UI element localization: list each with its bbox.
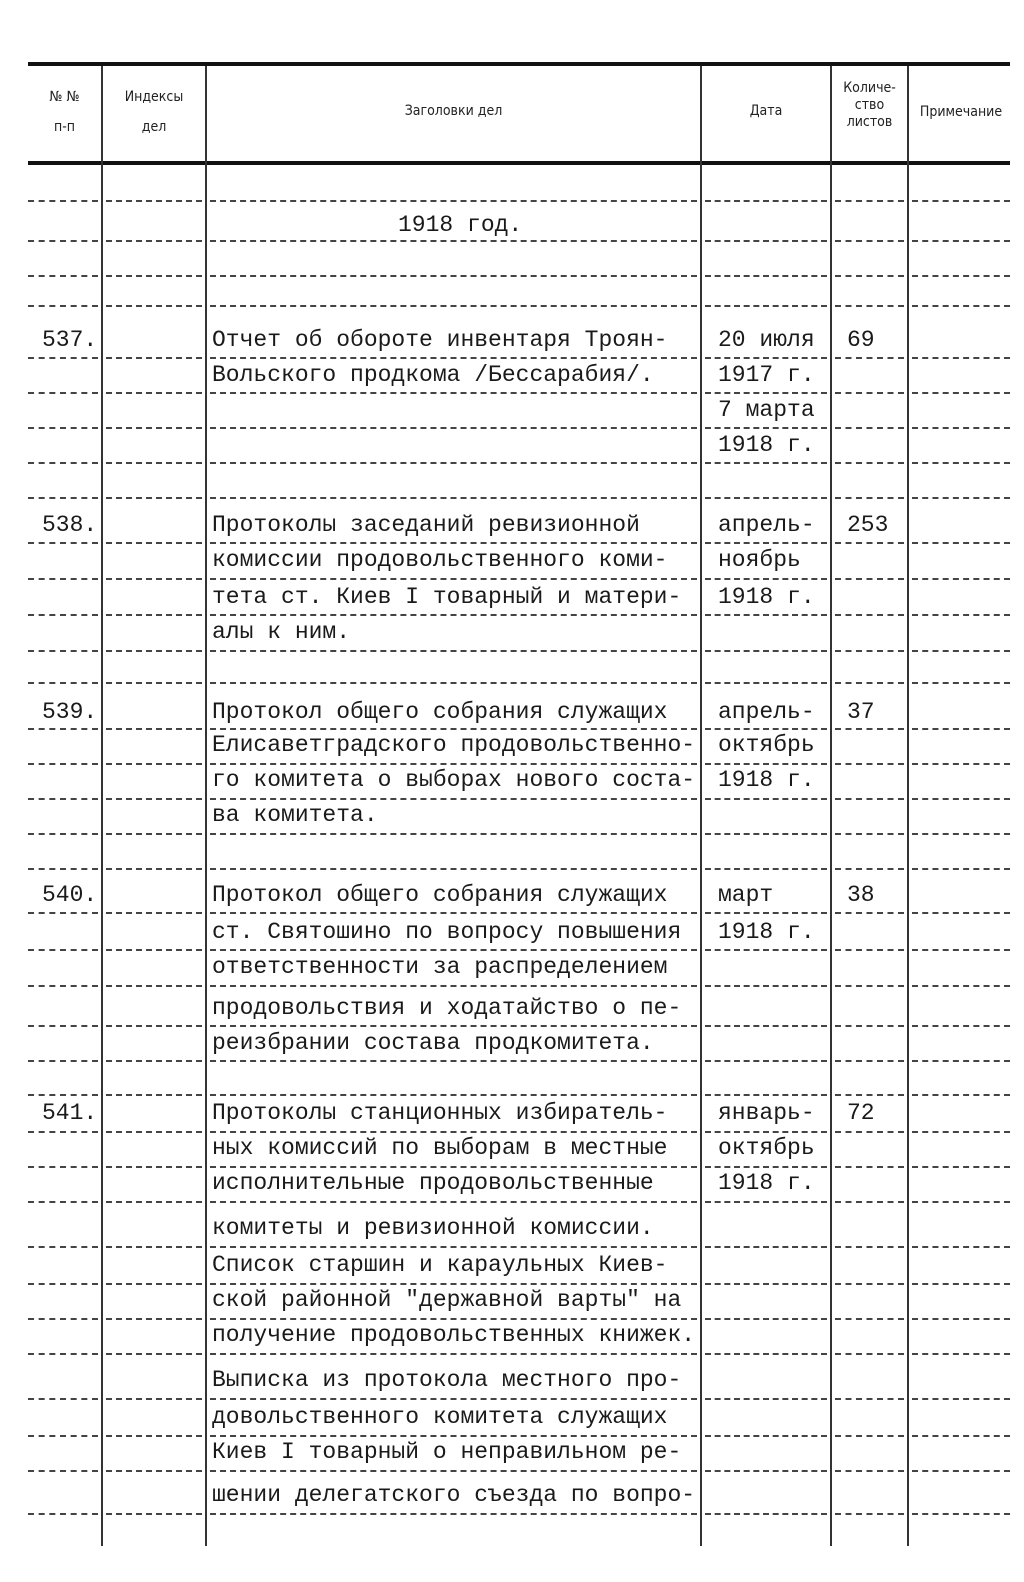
ruled-line: [705, 868, 827, 870]
entry-number: 540.: [42, 882, 98, 908]
ruled-line: [835, 949, 904, 951]
ruled-line: [106, 1025, 202, 1027]
ruled-line: [106, 1283, 202, 1285]
ruled-line: [210, 542, 697, 544]
ruled-line: [912, 868, 1010, 870]
ruled-line: [28, 1513, 98, 1515]
ruled-line: [705, 985, 827, 987]
ruled-line: [28, 240, 98, 242]
header-number-line: № №: [49, 89, 80, 105]
header-bottom-rule: [28, 161, 1010, 165]
entry-date-line: 1918 г.: [718, 1170, 815, 1196]
ruled-line: [106, 1398, 202, 1400]
entry-date-line: октябрь: [718, 1135, 815, 1161]
entry-date-line: 7 марта: [718, 397, 815, 423]
ruled-line: [28, 912, 98, 914]
ruled-line: [28, 497, 98, 499]
ruled-line: [210, 833, 697, 835]
ruled-line: [28, 949, 98, 951]
header-note: Примечание: [919, 104, 1003, 120]
ruled-line: [705, 1094, 827, 1096]
entry-date-line: ноябрь: [718, 547, 801, 573]
ruled-line: [835, 868, 904, 870]
ruled-line: [28, 1201, 98, 1203]
ruled-line: [210, 275, 697, 277]
ruled-line: [28, 200, 98, 202]
ruled-line: [210, 868, 697, 870]
entry-number: 541.: [42, 1100, 98, 1126]
entry-title-line: ответственности за распределением: [212, 954, 668, 980]
ruled-line: [705, 542, 827, 544]
ruled-line: [705, 497, 827, 499]
entry-date-line: апрель-: [718, 512, 815, 538]
entry-title-line: комитеты и ревизионной комиссии.: [212, 1215, 654, 1241]
entry-sheets: 38: [847, 882, 875, 908]
header-date: Дата: [749, 103, 783, 119]
ruled-line: [835, 1094, 904, 1096]
ruled-line: [835, 305, 904, 307]
entry-title-line: комиссии продовольственного коми-: [212, 547, 668, 573]
entry-title-line: шении делегатского съезда по вопро-: [212, 1482, 696, 1508]
ruled-line: [28, 1353, 98, 1355]
ruled-line: [210, 728, 697, 730]
ruled-line: [28, 614, 98, 616]
ruled-line: [835, 912, 904, 914]
entry-date-line: 1918 г.: [718, 767, 815, 793]
entry-number: 538.: [42, 512, 98, 538]
ruled-line: [705, 682, 827, 684]
ruled-line: [28, 728, 98, 730]
ruled-line: [106, 1166, 202, 1168]
ruled-line: [912, 985, 1010, 987]
ruled-line: [28, 763, 98, 765]
ruled-line: [912, 1318, 1010, 1320]
entry-title-line: Протокол общего собрания служащих: [212, 882, 668, 908]
ruled-line: [106, 912, 202, 914]
ruled-line: [106, 798, 202, 800]
ruled-line: [705, 1513, 827, 1515]
ruled-line: [912, 682, 1010, 684]
ruled-line: [106, 985, 202, 987]
ruled-line: [28, 650, 98, 652]
ruled-line: [28, 1246, 98, 1248]
ruled-line: [705, 1166, 827, 1168]
ruled-line: [912, 240, 1010, 242]
ruled-line: [912, 798, 1010, 800]
entry-title-line: Протоколы заседаний ревизионной: [212, 512, 640, 538]
ruled-line: [912, 200, 1010, 202]
ruled-line: [835, 1131, 904, 1133]
entry-title-line: Елисаветградского продовольственно-: [212, 732, 696, 758]
ruled-line: [835, 1398, 904, 1400]
ruled-line: [912, 542, 1010, 544]
entry-number: 537.: [42, 327, 98, 353]
entry-title-line: алы к ним.: [212, 619, 351, 645]
ruled-line: [705, 240, 827, 242]
header-sheets-line: ство: [854, 97, 885, 113]
ruled-line: [210, 497, 697, 499]
ruled-line: [835, 1166, 904, 1168]
ruled-line: [705, 650, 827, 652]
ruled-line: [835, 1435, 904, 1437]
entry-title-line: ных комиссий по выборам в местные: [212, 1135, 668, 1161]
ruled-line: [106, 427, 202, 429]
ruled-line: [106, 949, 202, 951]
ruled-line: [705, 427, 827, 429]
ruled-line: [106, 305, 202, 307]
entry-title-line: Киев I товарный о неправильном ре-: [212, 1439, 682, 1465]
ruled-line: [705, 392, 827, 394]
header-number-line: п-п: [53, 119, 76, 135]
ruled-line: [210, 1513, 697, 1515]
column-divider: [205, 66, 207, 1546]
ruled-line: [210, 240, 697, 242]
ruled-line: [912, 614, 1010, 616]
ruled-line: [912, 1246, 1010, 1248]
ruled-line: [705, 578, 827, 580]
entry-sheets: 69: [847, 327, 875, 353]
header-sheets-line: листов: [846, 114, 893, 130]
entry-title-line: ской районной "державной варты" на: [212, 1287, 682, 1313]
ruled-line: [912, 427, 1010, 429]
entry-date-line: 1917 г.: [718, 362, 815, 388]
ruled-line: [912, 462, 1010, 464]
entry-sheets: 37: [847, 699, 875, 725]
entry-date-line: 1918 г.: [718, 584, 815, 610]
ruled-line: [210, 682, 697, 684]
ruled-line: [106, 1246, 202, 1248]
entry-date-line: октябрь: [718, 732, 815, 758]
ruled-line: [106, 1201, 202, 1203]
ruled-line: [912, 949, 1010, 951]
ruled-line: [106, 1318, 202, 1320]
ruled-line: [28, 682, 98, 684]
ruled-line: [705, 1131, 827, 1133]
ruled-line: [106, 240, 202, 242]
ruled-line: [835, 763, 904, 765]
ruled-line: [835, 833, 904, 835]
ruled-line: [28, 868, 98, 870]
ruled-line: [912, 1470, 1010, 1472]
entry-title-line: тета ст. Киев I товарный и матери-: [212, 584, 682, 610]
ruled-line: [705, 614, 827, 616]
ruled-line: [705, 1398, 827, 1400]
ruled-line: [28, 275, 98, 277]
ruled-line: [912, 1166, 1010, 1168]
ruled-line: [705, 1353, 827, 1355]
ruled-line: [210, 427, 697, 429]
ruled-line: [912, 1025, 1010, 1027]
ruled-line: [835, 1283, 904, 1285]
ruled-line: [835, 1025, 904, 1027]
entry-title-line: Выписка из протокола местного про-: [212, 1367, 682, 1393]
ruled-line: [106, 1435, 202, 1437]
entry-title-line: Протоколы станционных избиратель-: [212, 1100, 668, 1126]
ruled-line: [210, 985, 697, 987]
ruled-line: [106, 1353, 202, 1355]
ruled-line: [835, 392, 904, 394]
ruled-line: [705, 1025, 827, 1027]
header-sheets-line: Количе-: [843, 80, 896, 96]
ruled-line: [835, 798, 904, 800]
ruled-line: [210, 1246, 697, 1248]
ruled-line: [210, 949, 697, 951]
ruled-line: [912, 578, 1010, 580]
ruled-line: [210, 462, 697, 464]
ruled-line: [28, 357, 98, 359]
ruled-line: [835, 1201, 904, 1203]
ruled-line: [835, 497, 904, 499]
ruled-line: [28, 462, 98, 464]
ruled-line: [210, 1060, 697, 1062]
ruled-line: [835, 357, 904, 359]
ruled-line: [28, 1318, 98, 1320]
ruled-line: [210, 1470, 697, 1472]
ruled-line: [705, 728, 827, 730]
ruled-line: [106, 833, 202, 835]
entry-title-line: довольственного комитета служащих: [212, 1404, 668, 1430]
ruled-line: [210, 614, 697, 616]
ruled-line: [705, 763, 827, 765]
ruled-line: [106, 1060, 202, 1062]
top-rule: [28, 62, 1010, 66]
ruled-line: [835, 728, 904, 730]
ruled-line: [210, 1131, 697, 1133]
ruled-line: [28, 1131, 98, 1133]
ruled-line: [835, 985, 904, 987]
ruled-line: [106, 650, 202, 652]
ruled-line: [912, 497, 1010, 499]
ruled-line: [210, 1283, 697, 1285]
ruled-line: [106, 462, 202, 464]
ruled-line: [912, 763, 1010, 765]
ruled-line: [835, 650, 904, 652]
ruled-line: [28, 1283, 98, 1285]
header-sheets: [832, 80, 907, 131]
ruled-line: [106, 542, 202, 544]
ruled-line: [705, 305, 827, 307]
entry-title-line: Список старшин и караульных Киев-: [212, 1252, 668, 1278]
ruled-line: [210, 912, 697, 914]
entry-title-line: Отчет об обороте инвентаря Троян-: [212, 327, 668, 353]
ruled-line: [28, 427, 98, 429]
ruled-line: [705, 462, 827, 464]
ruled-line: [912, 305, 1010, 307]
ruled-line: [705, 1060, 827, 1062]
ruled-line: [705, 275, 827, 277]
ruled-line: [912, 275, 1010, 277]
ruled-line: [210, 1435, 697, 1437]
ruled-line: [210, 763, 697, 765]
entry-number: 539.: [42, 699, 98, 725]
header-index-line: Индексы: [124, 89, 184, 105]
entry-title-line: Протокол общего собрания служащих: [212, 699, 668, 725]
ruled-line: [835, 240, 904, 242]
ruled-line: [705, 1435, 827, 1437]
ruled-line: [912, 650, 1010, 652]
ruled-line: [106, 728, 202, 730]
ruled-line: [912, 392, 1010, 394]
ruled-line: [106, 1470, 202, 1472]
ruled-line: [835, 1513, 904, 1515]
ruled-line: [210, 1318, 697, 1320]
ruled-line: [28, 798, 98, 800]
ruled-line: [835, 682, 904, 684]
ruled-line: [210, 1094, 697, 1096]
ruled-line: [28, 578, 98, 580]
ruled-line: [210, 1201, 697, 1203]
year-heading: 1918 год.: [398, 212, 523, 238]
ruled-line: [28, 542, 98, 544]
ruled-line: [106, 868, 202, 870]
entry-title-line: Вольского продкома /Бессарабия/.: [212, 362, 654, 388]
entry-title-line: продовольствия и ходатайство о пе-: [212, 995, 682, 1021]
ruled-line: [106, 763, 202, 765]
ruled-line: [835, 1246, 904, 1248]
ruled-line: [835, 542, 904, 544]
ruled-line: [705, 200, 827, 202]
entry-date-line: 20 июля: [718, 327, 815, 353]
ruled-line: [28, 1166, 98, 1168]
ruled-line: [705, 1201, 827, 1203]
ruled-line: [106, 275, 202, 277]
ruled-line: [28, 1470, 98, 1472]
ruled-line: [835, 462, 904, 464]
ruled-line: [106, 200, 202, 202]
ruled-line: [106, 392, 202, 394]
ruled-line: [912, 1201, 1010, 1203]
ruled-line: [210, 305, 697, 307]
entry-title-line: го комитета о выборах нового соста-: [212, 767, 696, 793]
ruled-line: [835, 1353, 904, 1355]
ruled-line: [835, 275, 904, 277]
ruled-line: [835, 1470, 904, 1472]
ruled-line: [705, 1318, 827, 1320]
ruled-line: [912, 833, 1010, 835]
ruled-line: [28, 305, 98, 307]
ruled-line: [210, 1025, 697, 1027]
ruled-line: [912, 728, 1010, 730]
entry-date-line: 1918 г.: [718, 432, 815, 458]
ruled-line: [106, 578, 202, 580]
ruled-line: [210, 357, 697, 359]
ruled-line: [705, 357, 827, 359]
ruled-line: [705, 1470, 827, 1472]
ruled-line: [912, 1283, 1010, 1285]
ruled-line: [912, 1094, 1010, 1096]
ruled-line: [28, 1025, 98, 1027]
ruled-line: [705, 912, 827, 914]
entry-title-line: ва комитета.: [212, 802, 378, 828]
ruled-line: [28, 833, 98, 835]
ruled-line: [210, 650, 697, 652]
entry-date-line: январь-: [718, 1100, 815, 1126]
entry-sheets: 72: [847, 1100, 875, 1126]
ruled-line: [210, 1398, 697, 1400]
ruled-line: [912, 912, 1010, 914]
entry-date-line: 1918 г.: [718, 919, 815, 945]
ruled-line: [106, 1094, 202, 1096]
ruled-line: [28, 985, 98, 987]
header-number: [28, 86, 101, 138]
ruled-line: [912, 1131, 1010, 1133]
ruled-line: [835, 614, 904, 616]
ruled-line: [705, 798, 827, 800]
ruled-line: [106, 614, 202, 616]
ruled-line: [106, 1513, 202, 1515]
entry-title-line: получение продовольственных книжек.: [212, 1322, 696, 1348]
ruled-line: [835, 1060, 904, 1062]
ruled-line: [210, 798, 697, 800]
ruled-line: [210, 1353, 697, 1355]
header-index-line: дел: [141, 119, 167, 135]
ruled-line: [28, 1398, 98, 1400]
entry-sheets: 253: [847, 512, 889, 538]
ruled-line: [835, 200, 904, 202]
ruled-line: [210, 1166, 697, 1168]
ruled-line: [912, 1353, 1010, 1355]
column-divider: [101, 66, 103, 1546]
ruled-line: [912, 1513, 1010, 1515]
ruled-line: [705, 1283, 827, 1285]
column-divider: [830, 66, 832, 1546]
header-index: [103, 86, 205, 138]
ruled-line: [912, 1060, 1010, 1062]
ruled-line: [106, 497, 202, 499]
ruled-line: [106, 1131, 202, 1133]
ruled-line: [28, 1060, 98, 1062]
entry-title-line: исполнительные продовольственные: [212, 1170, 654, 1196]
ruled-line: [210, 392, 697, 394]
ruled-line: [210, 200, 697, 202]
column-divider: [907, 66, 909, 1546]
ruled-line: [106, 357, 202, 359]
entry-date-line: апрель-: [718, 699, 815, 725]
ruled-line: [28, 392, 98, 394]
ruled-line: [705, 949, 827, 951]
ruled-line: [705, 1246, 827, 1248]
entry-title-line: реизбрании состава продкомитета.: [212, 1030, 654, 1056]
ruled-line: [835, 578, 904, 580]
ruled-line: [210, 578, 697, 580]
ruled-line: [835, 427, 904, 429]
ruled-line: [912, 1398, 1010, 1400]
entry-title-line: ст. Святошино по вопросу повышения: [212, 919, 682, 945]
ruled-line: [28, 1435, 98, 1437]
ruled-line: [912, 1435, 1010, 1437]
ruled-line: [835, 1318, 904, 1320]
header-title: Заголовки дел: [404, 103, 503, 119]
entry-date-line: март: [718, 882, 774, 908]
ruled-line: [28, 1094, 98, 1096]
ruled-line: [912, 357, 1010, 359]
column-divider: [700, 66, 702, 1546]
ruled-line: [705, 833, 827, 835]
ruled-line: [106, 682, 202, 684]
